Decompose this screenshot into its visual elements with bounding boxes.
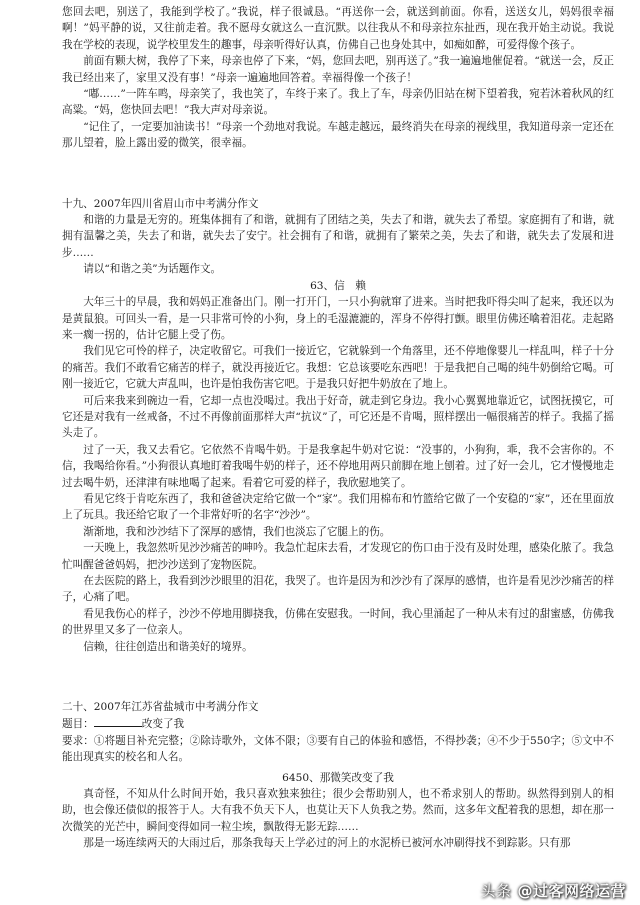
prompt-instruction: 请以“和谐之美”为话题作文。 (83, 263, 222, 276)
paragraph: 在去医院的路上，我看到沙沙眼里的泪花，我哭了。也许是因为和沙沙有了深厚的感情，也许是看见沙沙痛苦的样子，心痛了吧。 (62, 575, 614, 604)
essay-ending (62, 4, 614, 152)
section-20 (62, 699, 614, 852)
paragraph: 我们见它可怜的样子，决定收留它。可我们一接近它，它就躲到一个角落里，还不停地像婴儿一样乱叫，样子十分的痛苦。我们不敢看它痛苦的样子，就没再接近它。我想：它总该要吃东西吧！于是我把自己喝的纯牛奶倒给它喝。可刚一接近它，它就大声乱叫，也许是怕我伤害它吧。于是我只好把牛奶放在了地上。 (62, 345, 614, 391)
paragraph: 前面有颗大树，我停了下来，母亲也停了下来，“妈，您回去吧，别再送了。”我一遍遍地催促着。“就送一会，反正我已经出来了，家里又没有事！”母亲一遍遍地回答着。幸福得像一个孩子！ (62, 55, 614, 84)
topic-blank (94, 715, 142, 727)
essay-title: 6450、那微笑改变了我 (282, 771, 394, 784)
watermark-prefix: 头条 (480, 881, 512, 900)
topic-line (62, 715, 614, 732)
paragraph: 大年三十的早晨，我和妈妈正准备出门。刚一打开门，一只小狗就窜了进来。当时把我吓得尖叫了起来，我还以为是黄鼠狼。可回头一看，是一只非常可怜的小狗，身上的毛湿漉漉的，浑身不停得打颤。眼里仿佛还噙着泪花。走起路来一瘸一拐的，估计它腿上受了伤。 (62, 296, 614, 341)
topic-label: 题目： (62, 718, 94, 731)
essay-title: 63、信 赖 (310, 279, 366, 292)
paragraph: 一天晚上，我忽然听见沙沙痛苦的呻吟。我急忙起床去看，才发现它的伤口由于没有及时处理，感染化脓了。我急忙叫醒爸爸妈妈，把沙沙送到了宠物医院。 (62, 542, 614, 571)
prompt-paragraph: 和谐的力量是无穷的。班集体拥有了和谐，就拥有了团结之美，失去了和谐，就失去了希望。家庭拥有了和谐，就拥有温馨之美，失去了和谐，就失去了安宁。社会拥有了和谐，就拥有了繁荣之美，失去了和谐，就失去了发展和进步…… (62, 214, 614, 259)
paragraph: 真奇怪，不知从什么时间开始，我只喜欢独来独往；很少会帮助别人，也不希求别人的帮助。纵然得到别人的相助，也会像还债似的报答于人。大有我不负天下人，也莫让天下人负我之势。然而，这多年文配着我的思想，却在那一次微笑的光芒中，瞬间变得如同一粒尘埃，飘散得无影无踪…… (62, 788, 614, 833)
watermark (480, 883, 626, 899)
paragraph: 看见我伤心的样子，沙沙不停地用脚挠我，仿佛在安慰我。一时间，我心里涌起了一种从未有过的甜蜜感，仿佛我的世界里又多了一位亲人。 (62, 607, 614, 637)
section-heading: 二十、2007年江苏省盐城市中考满分作文 (62, 701, 259, 714)
paragraph: 您回去吧，别送了，我能到学校了。”我说，样子很诚恳。“再送你一会，就送到前面。你看，送送女儿，妈妈很幸福啊！”妈平静的说，又往前走着。我不愿母女就这么一直沉默。以往我从不和母亲拉东扯西，现在我开始主动说。我说我在学校的表现，说学校里发生的趣事，母亲听得好认真，仿佛自己也身处其中，如痴如醉，可爱得像个孩子。 (62, 6, 614, 51)
paragraph: 看见它终于肯吃东西了，我和爸爸决定给它做一个“家”。我们用棉布和竹篮给它做了一个安稳的“家”，还在里面放上了玩具。我还给它取了一个非常好听的名字“沙沙”。 (62, 492, 614, 522)
watermark-brand: @过客网络运营 (517, 881, 626, 900)
paragraph: 信赖，往往创造出和谐美好的境界。 (83, 640, 253, 653)
paragraph: 渐渐地，我和沙沙结下了深厚的感情，我们也淡忘了它腿上的伤。 (83, 525, 391, 538)
paragraph: 过了一天，我又去看它。它依然不肯喝牛奶。于是我拿起牛奶对它说：“没事的，小狗狗，乖，我不会害你的。不信，我喝给你看。”小狗很认真地盯着我喝牛奶的样子，还不停地用两只前脚在地上刨着。过了好一会儿，它才慢慢地走过去喝牛奶，还津津有味地喝了起来。看着它可爱的样子，我欣慰地笑了。 (62, 443, 614, 489)
topic-suffix: 改变了我 (141, 718, 185, 731)
paragraph: “嘟……”一阵车鸣，母亲笑了，我也笑了，车终于来了。我上了车，母亲仍旧站在树下望着我，宛若沐着秋风的红高粱。“妈，您快回去吧！”我大声对母亲说。 (62, 88, 614, 117)
requirements: 要求：①将题目补充完整；②除诗歌外，文体不限；③要有自己的体验和感悟，不得抄袭；④不少于550字；⑤文中不能出现真实的校名和人名。 (62, 734, 614, 764)
section-heading: 十九、2007年四川省眉山市中考满分作文 (62, 197, 259, 210)
document-page (62, 4, 614, 852)
section-19 (62, 196, 614, 655)
paragraph: “记住了，一定要加油读书！”母亲一个劲地对我说。车越走越远，最终消失在母亲的视线里，我知道母亲一定还在那儿望着，脸上露出爱的微笑，很幸福。 (62, 120, 614, 150)
paragraph: 可后来我来到碗边一看，它却一点也没喝过。我出于好奇，就走到它身边。我小心翼翼地靠近它，试图抚摸它，可它还是对我有一丝戒备，不过不再像前面那样大声“抗议”了，可它还是不肯喝，照样摆出一幅很痛苦的样子。我摇了摇头走了。 (62, 394, 614, 440)
paragraph: 那是一场连续两天的大雨过后，那条我每天上学必过的河上的水泥桥已被河水冲刷得找不到踪影。只有那 (83, 837, 571, 850)
